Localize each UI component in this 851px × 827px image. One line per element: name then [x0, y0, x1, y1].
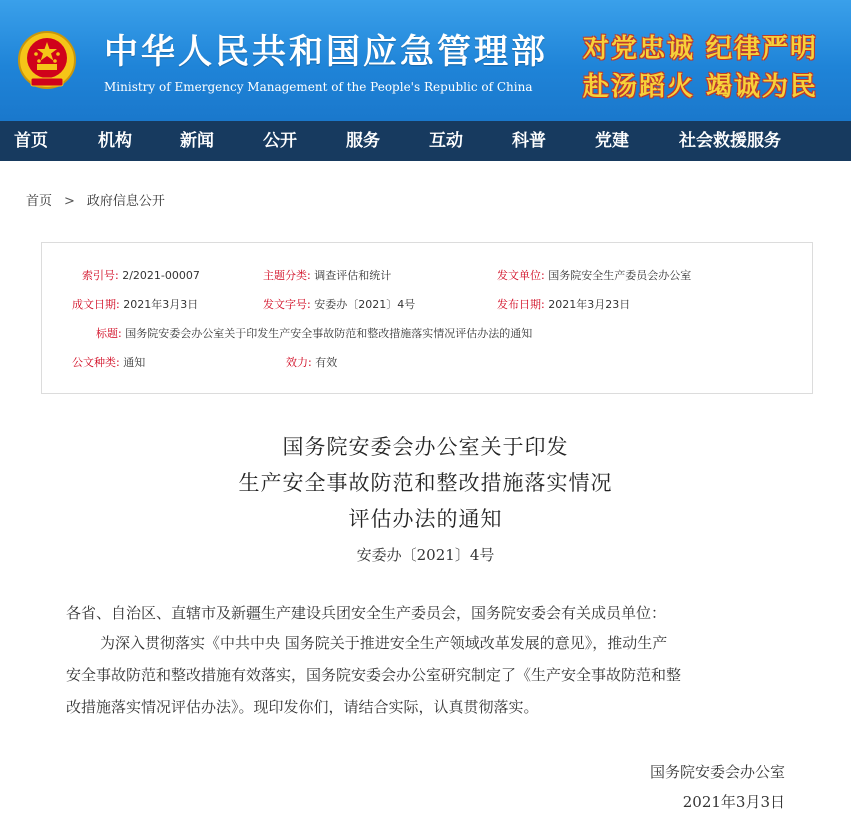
main-nav — [0, 121, 851, 161]
meta-created-value: 2021年3月3日 — [123, 298, 199, 311]
document-title-line-3: 评估办法的通知 — [348, 507, 503, 531]
slogan-line-1: 对党忠诚 纪律严明 — [583, 34, 819, 64]
meta-published-value: 2021年3月23日 — [548, 298, 631, 311]
nav-item-home[interactable]: 首页 — [14, 131, 48, 151]
site-subtitle: Ministry of Emergency Management of the People's Republic of China — [104, 80, 533, 94]
meta-issuer-value: 国务院安全生产委员会办公室 — [548, 269, 692, 282]
nav-item-news[interactable]: 新闻 — [180, 131, 214, 151]
meta-title-value: 国务院安委会办公室关于印发生产安全事故防范和整改措施落实情况评估办法的通知 — [125, 327, 533, 340]
document-metadata-box — [41, 242, 813, 394]
meta-type-label: 公文种类: — [72, 356, 120, 369]
nav-item-service[interactable]: 服务 — [346, 131, 380, 151]
meta-topic-label: 主题分类: — [263, 269, 311, 282]
main-content — [0, 161, 851, 827]
national-emblem-icon[interactable] — [17, 30, 77, 92]
meta-doc-no — [263, 296, 415, 312]
nav-item-public[interactable]: 公开 — [263, 131, 297, 151]
site-header — [0, 0, 851, 121]
nav-item-party[interactable]: 党建 — [595, 131, 629, 151]
document-paragraph-line-2: 安全事故防范和整改措施有效落实，国务院安委会办公室研究制定了《生产安全事故防范和整 — [66, 666, 682, 684]
meta-index-no — [82, 267, 200, 283]
meta-issuer-label: 发文单位: — [497, 269, 545, 282]
meta-topic-value: 调查评估和统计 — [314, 269, 392, 282]
meta-index-no-value: 2/2021-00007 — [122, 269, 200, 282]
meta-title-label: 标题: — [96, 327, 122, 340]
nav-item-interaction[interactable]: 互动 — [429, 131, 463, 151]
meta-type-value: 通知 — [123, 356, 146, 369]
meta-doc-no-label: 发文字号: — [263, 298, 311, 311]
document-recipients: 各省、自治区、直辖市及新疆生产建设兵团安全生产委员会，国务院安委会有关成员单位： — [66, 604, 667, 622]
nav-item-organization[interactable]: 机构 — [98, 131, 132, 151]
meta-topic — [263, 267, 391, 283]
breadcrumb — [26, 190, 165, 209]
meta-issuer — [497, 267, 691, 283]
document-number: 安委办〔2021〕4号 — [356, 546, 495, 564]
document-paragraph-line-1: 为深入贯彻落实《中共中央 国务院关于推进安全生产领域改革发展的意见》，推动生产 — [100, 634, 668, 652]
slogan-line-2: 赴汤蹈火 竭诚为民 — [583, 72, 819, 102]
site-title[interactable]: 中华人民共和国应急管理部 — [104, 32, 548, 72]
document-paragraph-line-3: 改措施落实情况评估办法》。现印发你们，请结合实际，认真贯彻落实。 — [66, 698, 539, 716]
meta-index-no-label: 索引号: — [82, 269, 119, 282]
breadcrumb-separator: > — [64, 194, 75, 209]
document-signer: 国务院安委会办公室 — [649, 763, 785, 781]
meta-validity-value: 有效 — [315, 356, 338, 369]
nav-item-science[interactable]: 科普 — [512, 131, 546, 151]
meta-created — [72, 296, 198, 312]
meta-validity — [286, 354, 337, 370]
meta-title — [96, 325, 532, 341]
meta-published — [497, 296, 630, 312]
meta-validity-label: 效力: — [286, 356, 312, 369]
document-date: 2021年3月3日 — [682, 793, 785, 811]
document-title-line-1: 国务院安委会办公室关于印发 — [282, 435, 569, 459]
meta-doc-no-value: 安委办〔2021〕4号 — [314, 298, 416, 311]
breadcrumb-home[interactable]: 首页 — [26, 194, 53, 209]
document-title-line-2: 生产安全事故防范和整改措施落实情况 — [238, 471, 613, 495]
breadcrumb-current[interactable]: 政府信息公开 — [86, 194, 165, 209]
meta-created-label: 成文日期: — [72, 298, 120, 311]
meta-published-label: 发布日期: — [497, 298, 545, 311]
meta-type — [72, 354, 145, 370]
nav-item-rescue-service[interactable]: 社会救援服务 — [679, 131, 781, 151]
